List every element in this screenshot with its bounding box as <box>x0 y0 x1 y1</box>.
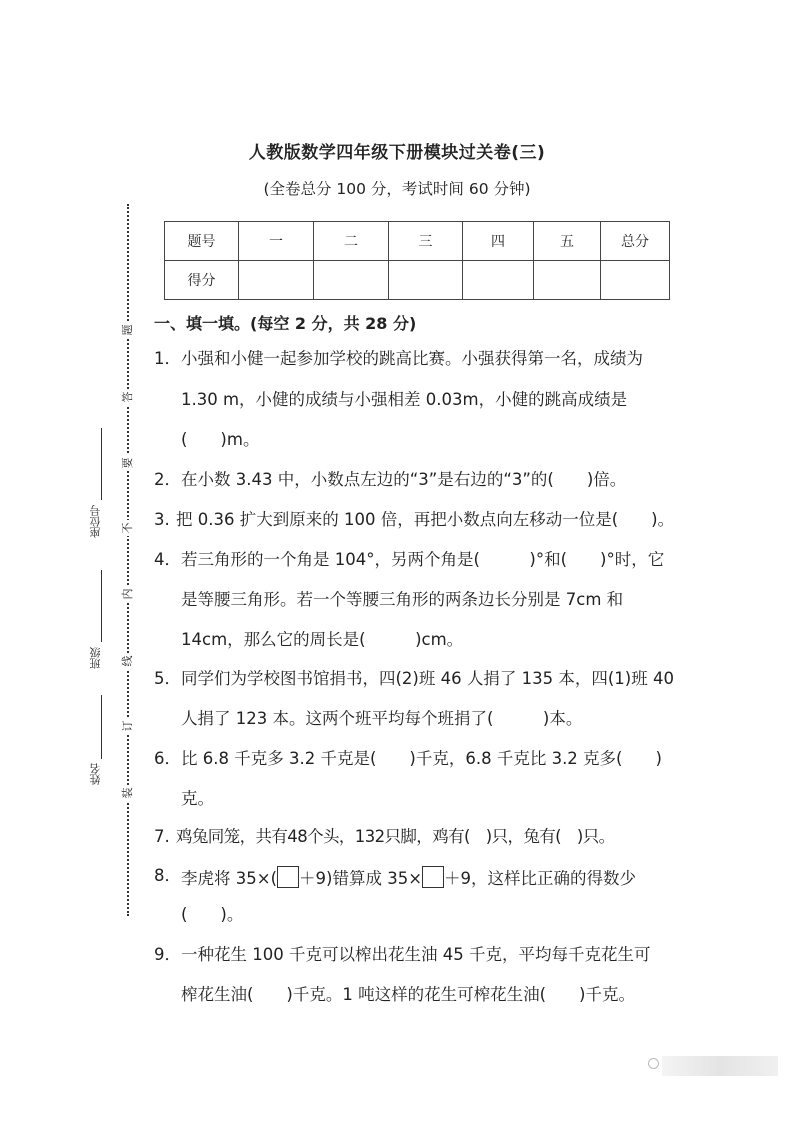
question-5-line-1: 同学们为学校图书馆捐书，四(2)班 46 人捐了 135 本，四(1)班 40 <box>181 669 674 688</box>
question-number: 2． <box>154 470 181 489</box>
question-2-line-1: 在小数 3.43 中，小数点左边的“3”是右边的“3”的( )倍。 <box>181 470 627 489</box>
score-cell[interactable] <box>314 261 389 300</box>
answer-box[interactable] <box>422 866 444 888</box>
name-line[interactable] <box>101 695 102 759</box>
score-cell[interactable] <box>389 261 463 300</box>
watermark-bar <box>662 1056 778 1076</box>
question-8-line-1 <box>181 866 636 889</box>
question-1-line-3: ( )m。 <box>181 430 260 449</box>
question-8-text-a: 李虎将 35×( <box>181 869 278 888</box>
score-cell[interactable] <box>463 261 534 300</box>
binding-mark: 要 <box>120 455 136 471</box>
question-8-text-b: ＋9)错算成 35× <box>299 869 423 888</box>
question-number: 1． <box>154 349 181 368</box>
class-line[interactable] <box>101 570 102 642</box>
score-header-cell: 五 <box>534 222 601 261</box>
score-table-header-row <box>165 222 670 261</box>
seat-number-label: 座位号 <box>89 505 102 538</box>
question-3-line-1: 把 0.36 扩大到原来的 100 倍，再把小数点向左移动一位是( )。 <box>176 510 675 529</box>
binding-mark: 内 <box>120 586 136 602</box>
question-4-line-3: 14cm，那么它的周长是( )cm。 <box>181 630 464 649</box>
question-number: 7. <box>154 827 170 846</box>
question-1-line-1: 小强和小健一起参加学校的跳高比赛。小强获得第一名，成绩为 <box>181 349 643 368</box>
binding-mark: 装 <box>120 785 136 801</box>
class-label: 班级 <box>89 647 102 669</box>
watermark-icon <box>648 1058 659 1069</box>
question-1-line-2: 1.30 m，小健的成绩与小强相差 0.03m，小健的跳高成绩是 <box>181 390 628 409</box>
binding-mark: 不 <box>120 520 136 536</box>
question-4-line-1: 若三角形的一个角是 104°，另两个角是( )°和( )°时，它 <box>181 550 665 569</box>
question-number: 5． <box>154 669 181 688</box>
score-header-cell: 二 <box>314 222 389 261</box>
binding-mark: 线 <box>120 653 136 669</box>
exam-title: 人教版数学四年级下册模块过关卷(三) <box>248 143 546 163</box>
answer-box[interactable] <box>277 866 299 888</box>
question-number: 4． <box>154 550 181 569</box>
question-number: 8． <box>154 866 181 885</box>
question-9-line-2: 榨花生油( )千克。1 吨这样的花生可榨花生油( )千克。 <box>181 985 635 1004</box>
binding-mark: 题 <box>120 322 136 338</box>
score-header-cell: 三 <box>389 222 463 261</box>
question-4-line-2: 是等腰三角形。若一个等腰三角形的两条边长分别是 7cm 和 <box>181 590 624 609</box>
score-cell[interactable] <box>534 261 601 300</box>
question-number: 6． <box>154 749 181 768</box>
score-table <box>164 221 670 300</box>
question-8-text-c: ＋9，这样比正确的得数少 <box>444 869 637 888</box>
name-label: 姓名 <box>89 763 102 785</box>
score-row-label: 得分 <box>165 261 239 300</box>
seat-number-line[interactable] <box>101 428 102 500</box>
score-header-cell: 题号 <box>165 222 239 261</box>
score-cell[interactable] <box>239 261 314 300</box>
score-header-cell: 总分 <box>601 222 670 261</box>
question-7-line-1: 鸡兔同笼，共有48个头，132只脚，鸡有( )只，兔有( )只。 <box>176 827 615 846</box>
binding-mark: 答 <box>120 389 136 405</box>
question-6-line-1: 比 6.8 千克多 3.2 千克是( )千克，6.8 千克比 3.2 克多( ) <box>181 749 662 768</box>
score-cell[interactable] <box>601 261 670 300</box>
score-header-cell: 一 <box>239 222 314 261</box>
question-6-line-2: 克。 <box>181 789 214 808</box>
score-header-cell: 四 <box>463 222 534 261</box>
binding-mark: 订 <box>120 718 136 734</box>
question-8-line-2: ( )。 <box>181 905 244 924</box>
question-number: 3. <box>154 510 170 529</box>
question-5-line-2: 人捐了 123 本。这两个班平均每个班捐了( )本。 <box>181 709 583 728</box>
question-9-line-1: 一种花生 100 千克可以榨出花生油 45 千克，平均每千克花生可 <box>181 945 651 964</box>
exam-subtitle: (全卷总分 100 分，考试时间 60 分钟) <box>263 180 531 198</box>
section-heading: 一、填一填。(每空 2 分，共 28 分) <box>154 314 417 333</box>
question-number: 9． <box>154 945 181 964</box>
score-table-score-row <box>165 261 670 300</box>
binding-dotted-line <box>127 204 129 916</box>
